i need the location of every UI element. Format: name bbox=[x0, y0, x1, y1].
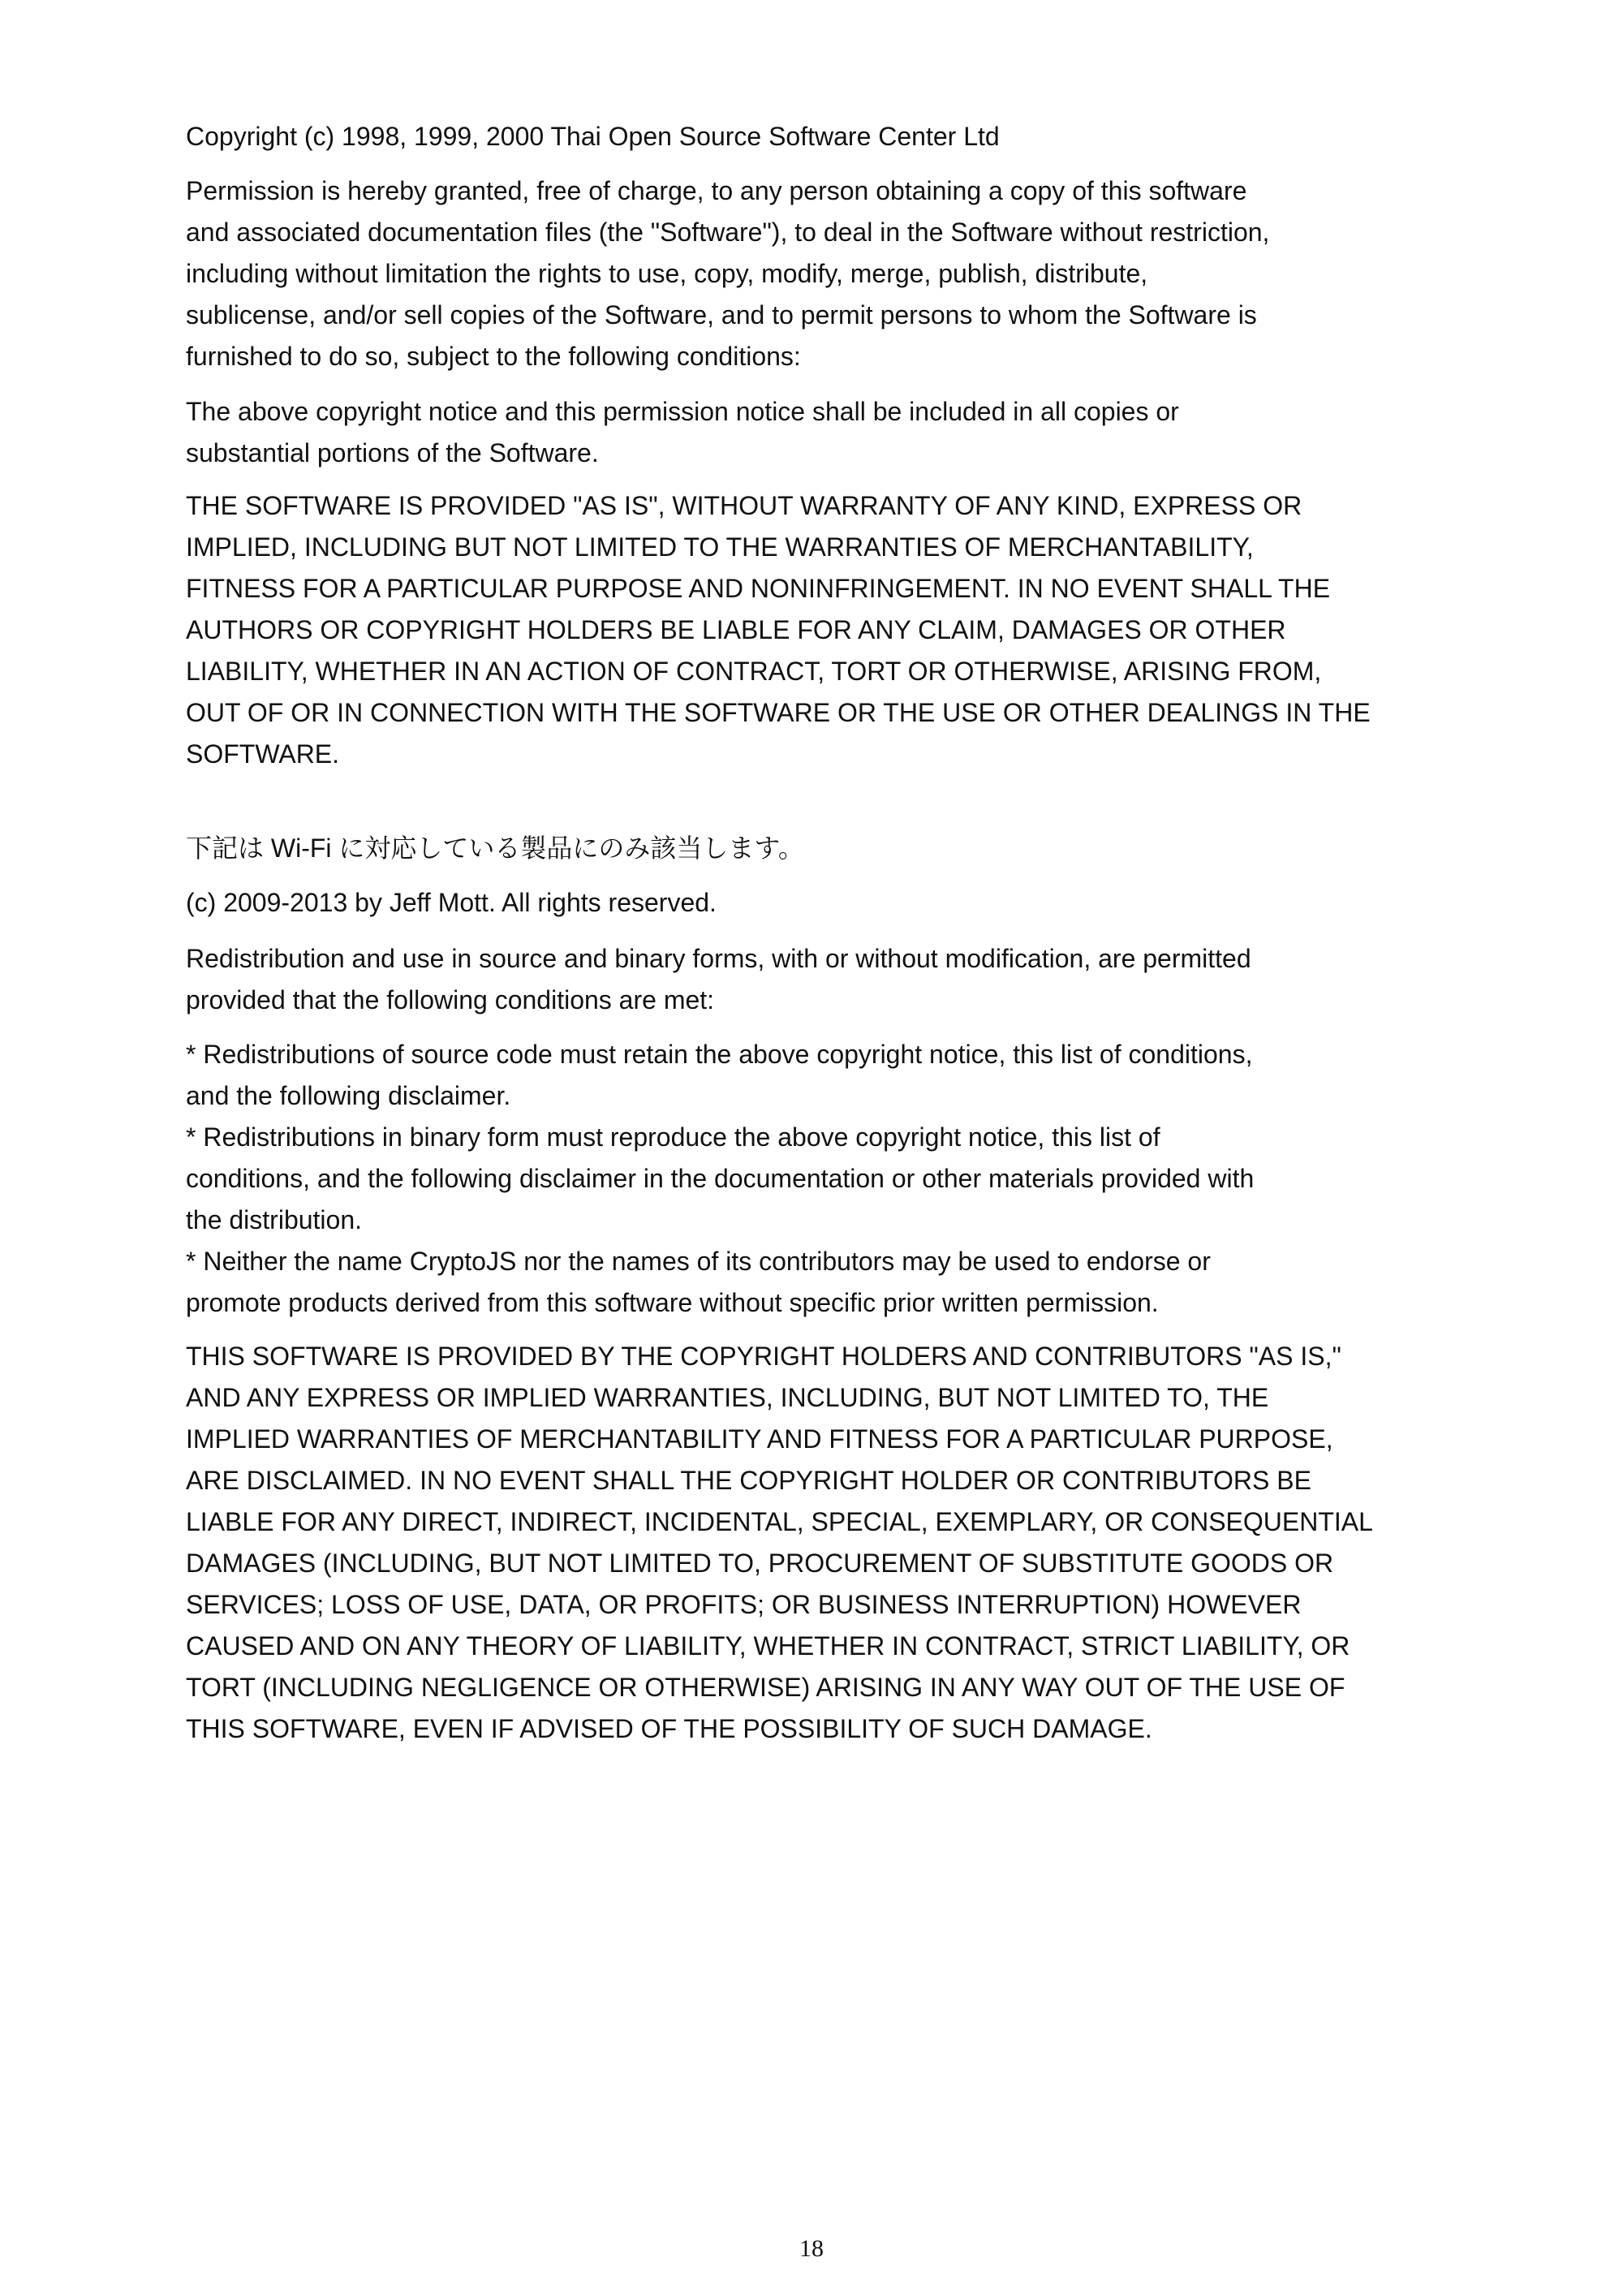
redistribution-paragraph bbox=[186, 938, 1517, 1021]
cryptojs-copyright-paragraph bbox=[186, 882, 1517, 924]
disclaimer-line: CAUSED AND ON ANY THEORY OF LIABILITY, WHETHER IN CONTRACT, STRICT LIABILITY, OR bbox=[186, 1631, 1350, 1661]
permission-line: and associated documentation files (the "Software"), to deal in the Software without restriction, bbox=[186, 218, 1270, 247]
condition-line: and the following disclaimer. bbox=[186, 1081, 511, 1110]
permission-line: including without limitation the rights to use, copy, modify, merge, publish, distribute, bbox=[186, 259, 1148, 288]
disclaimer-line: IMPLIED WARRANTIES OF MERCHANTABILITY AND FITNESS FOR A PARTICULAR PURPOSE, bbox=[186, 1424, 1333, 1454]
disclaimer-line: THIS SOFTWARE, EVEN IF ADVISED OF THE POSSIBILITY OF SUCH DAMAGE. bbox=[186, 1714, 1152, 1743]
conditions-list bbox=[186, 1034, 1517, 1324]
warranty-line: AUTHORS OR COPYRIGHT HOLDERS BE LIABLE FOR ANY CLAIM, DAMAGES OR OTHER bbox=[186, 615, 1286, 644]
disclaimer-line: LIABLE FOR ANY DIRECT, INDIRECT, INCIDENTAL, SPECIAL, EXEMPLARY, OR CONSEQUENTIAL bbox=[186, 1507, 1373, 1536]
notice-line: substantial portions of the Software. bbox=[186, 438, 599, 467]
permission-line: sublicense, and/or sell copies of the Software, and to permit persons to whom the Software is bbox=[186, 300, 1257, 330]
condition-line: * Redistributions in binary form must reproduce the above copyright notice, this list of bbox=[186, 1122, 1160, 1152]
disclaimer-line: TORT (INCLUDING NEGLIGENCE OR OTHERWISE) ARISING IN ANY WAY OUT OF THE USE OF bbox=[186, 1673, 1345, 1702]
warranty-line: SOFTWARE. bbox=[186, 739, 340, 769]
notice-paragraph bbox=[186, 391, 1517, 474]
warranty-line: OUT OF OR IN CONNECTION WITH THE SOFTWARE OR THE USE OR OTHER DEALINGS IN THE bbox=[186, 698, 1371, 727]
warranty-line: LIABILITY, WHETHER IN AN ACTION OF CONTRACT, TORT OR OTHERWISE, ARISING FROM, bbox=[186, 657, 1322, 686]
warranty-paragraph bbox=[186, 485, 1517, 775]
warranty-line: FITNESS FOR A PARTICULAR PURPOSE AND NONINFRINGEMENT. IN NO EVENT SHALL THE bbox=[186, 574, 1331, 603]
wifi-note-line: 下記は Wi-Fi に対応している製品にのみ該当します。 bbox=[186, 834, 804, 863]
cryptojs-copyright-line: (c) 2009-2013 by Jeff Mott. All rights reserved. bbox=[186, 888, 717, 917]
disclaimer-line: SERVICES; LOSS OF USE, DATA, OR PROFITS; OR BUSINESS INTERRUPTION) HOWEVER bbox=[186, 1590, 1302, 1619]
copyright-paragraph bbox=[186, 116, 1517, 157]
warranty-line: IMPLIED, INCLUDING BUT NOT LIMITED TO THE WARRANTIES OF MERCHANTABILITY, bbox=[186, 532, 1254, 562]
page-number: 18 bbox=[799, 2235, 824, 2262]
condition-line: conditions, and the following disclaimer in the documentation or other materials provided with bbox=[186, 1164, 1255, 1193]
wifi-note-paragraph bbox=[186, 828, 1517, 869]
condition-line: * Neither the name CryptoJS nor the names of its contributors may be used to endorse or bbox=[186, 1247, 1211, 1276]
warranty-line: THE SOFTWARE IS PROVIDED "AS IS", WITHOUT WARRANTY OF ANY KIND, EXPRESS OR bbox=[186, 491, 1302, 520]
disclaimer-line: ARE DISCLAIMED. IN NO EVENT SHALL THE COPYRIGHT HOLDER OR CONTRIBUTORS BE bbox=[186, 1466, 1311, 1495]
disclaimer-line: THIS SOFTWARE IS PROVIDED BY THE COPYRIGHT HOLDERS AND CONTRIBUTORS "AS IS," bbox=[186, 1342, 1341, 1371]
condition-line: * Redistributions of source code must retain the above copyright notice, this list of conditions, bbox=[186, 1040, 1253, 1069]
copyright-line: Copyright (c) 1998, 1999, 2000 Thai Open Source Software Center Ltd bbox=[186, 122, 1000, 151]
disclaimer-line: DAMAGES (INCLUDING, BUT NOT LIMITED TO, PROCUREMENT OF SUBSTITUTE GOODS OR bbox=[186, 1549, 1334, 1578]
notice-line: The above copyright notice and this permission notice shall be included in all copies or bbox=[186, 397, 1179, 426]
disclaimer-line: AND ANY EXPRESS OR IMPLIED WARRANTIES, INCLUDING, BUT NOT LIMITED TO, THE bbox=[186, 1383, 1269, 1412]
condition-line: the distribution. bbox=[186, 1205, 363, 1234]
disclaimer-paragraph bbox=[186, 1336, 1517, 1750]
condition-line: promote products derived from this software without specific prior written permission. bbox=[186, 1288, 1159, 1317]
permission-paragraph bbox=[186, 170, 1517, 377]
redistribution-line: provided that the following conditions are met: bbox=[186, 985, 715, 1014]
permission-line: furnished to do so, subject to the following conditions: bbox=[186, 342, 801, 371]
redistribution-line: Redistribution and use in source and binary forms, with or without modification, are permitted bbox=[186, 944, 1251, 973]
permission-line: Permission is hereby granted, free of charge, to any person obtaining a copy of this software bbox=[186, 176, 1247, 205]
